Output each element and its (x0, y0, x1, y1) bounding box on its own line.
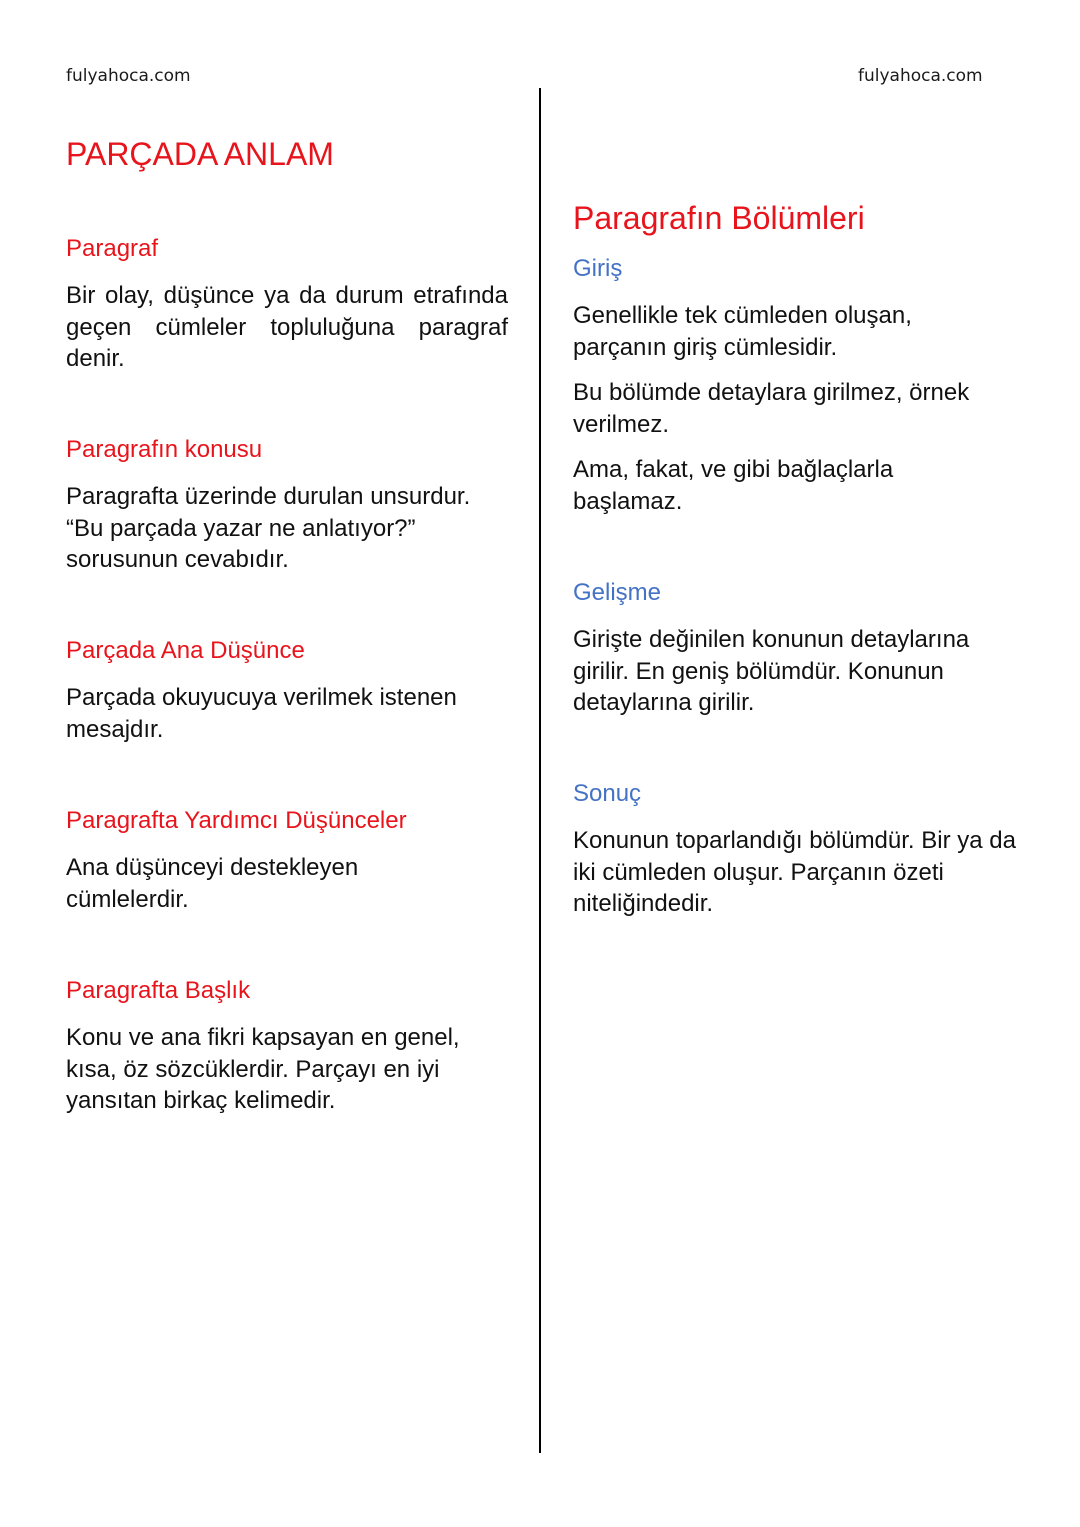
page-title: PARÇADA ANLAM (66, 136, 334, 172)
header-site-right: fulyahoca.com (858, 66, 983, 86)
section-heading: Paragrafın konusu (66, 436, 263, 463)
section-text: Girişte değinilen konunun detaylarına girilir. En geniş bölümdür. Konunun detaylarına girilir. (573, 626, 970, 716)
right-title: Paragrafın Bölümleri (573, 200, 865, 236)
section-gelisme (573, 578, 1018, 719)
section-heading: Gelişme (573, 579, 662, 606)
section-heading: Sonuç (573, 780, 642, 807)
section-heading: Paragraf (66, 235, 159, 262)
section-text: Konu ve ana fikri kapsayan en genel, kısa, öz sözcüklerdir. Parçayı en iyi yansıtan birkaç kelimedir. (66, 1024, 460, 1114)
section-text: Konunun toparlandığı bölümdür. Bir ya da iki cümleden oluşur. Parçanın özeti niteliğindedir. (573, 827, 1016, 917)
section-baslik (66, 976, 508, 1117)
section-text: Paragrafta üzerinde durulan unsurdur. “Bu parçada yazar ne anlatıyor?” sorusunun cevabıdır. (66, 483, 471, 573)
section-text: Bir olay, düşünce ya da durum etrafında geçen cümleler topluluğuna paragraf denir. (66, 282, 508, 372)
section-sonuc (573, 779, 1018, 920)
section-text: Ana düşünceyi destekleyen cümlelerdir. (66, 854, 359, 913)
section-paragraf (66, 234, 508, 375)
right-column (573, 198, 1018, 917)
column-divider (539, 88, 541, 1453)
section-giris (573, 254, 1018, 517)
section-heading: Paragrafta Başlık (66, 977, 251, 1004)
section-ana-dusunce (66, 636, 508, 745)
section-text: Ama, fakat, ve gibi bağlaçlarla başlamaz. (573, 456, 894, 515)
section-text: Genellikle tek cümleden oluşan, parçanın giriş cümlesidir. (573, 302, 912, 361)
section-text: Bu bölümde detaylara girilmez, örnek verilmez. (573, 379, 970, 438)
section-heading: Giriş (573, 255, 623, 282)
section-heading: Paragrafta Yardımcı Düşünceler (66, 807, 407, 834)
section-text: Parçada okuyucuya verilmek istenen mesajdır. (66, 684, 457, 743)
left-column (66, 134, 508, 1114)
section-yardimci-dusunceler (66, 806, 508, 915)
section-heading: Parçada Ana Düşünce (66, 637, 305, 664)
section-paragraf-konusu (66, 435, 508, 576)
header-site-left: fulyahoca.com (66, 66, 191, 86)
